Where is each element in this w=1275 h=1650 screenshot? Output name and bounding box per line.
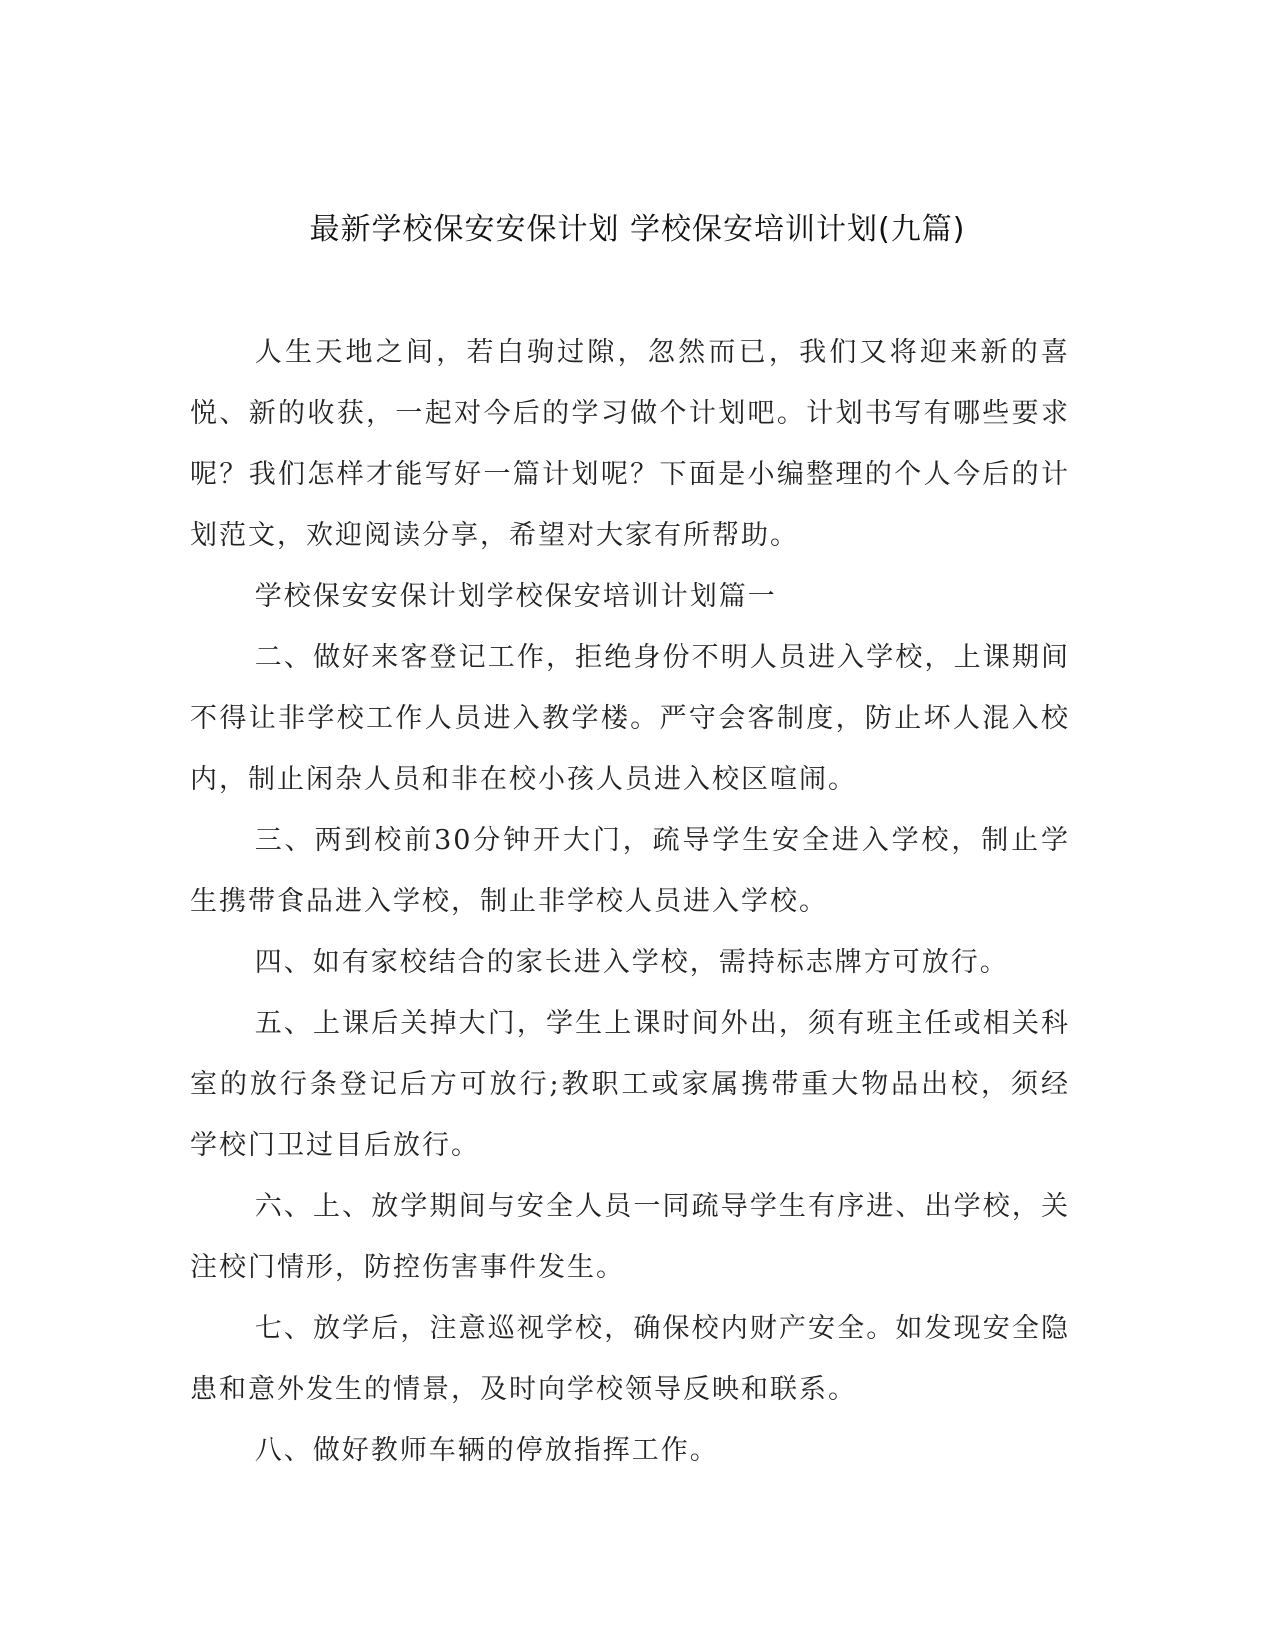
document-title: 最新学校保安安保计划 学校保安培训计划(九篇) [309,212,966,247]
list-item-7: 七、放学后，注意巡视学校，确保校内财产安全。如发现安全隐患和意外发生的情景，及时向学校领导反映和联系。 [190,1313,1070,1405]
list-item-3: 三、两到校前30分钟开大门，疏导学生安全进入学校，制止学生携带食品进入学校，制止非学校人员进入学校。 [190,825,1070,917]
list-item-4: 四、如有家校结合的家长进入学校，需持标志牌方可放行。 [254,947,1009,978]
list-item-8: 八、做好教师车辆的停放指挥工作。 [254,1435,719,1466]
intro-paragraph: 人生天地之间，若白驹过隙，忽然而已，我们又将迎来新的喜悦、新的收获，一起对今后的学习做个计划吧。计划书写有哪些要求呢？我们怎样才能写好一篇计划呢？下面是小编整理的个人今后的计划范文，欢迎阅读分享，希望对大家有所帮助。 [190,337,1070,551]
list-item-2: 二、做好来客登记工作，拒绝身份不明人员进入学校，上课期间不得让非学校工作人员进入教学楼。严守会客制度，防止坏人混入校内，制止闲杂人员和非在校小孩人员进入校区喧闹。 [190,642,1070,795]
document-body [190,322,1070,1481]
list-item-6: 六、上、放学期间与安全人员一同疏导学生有序进、出学校，关注校门情形，防控伤害事件发生。 [190,1191,1070,1283]
section-heading: 学校保安安保计划学校保安培训计划篇一 [254,581,777,612]
list-item-5: 五、上课后关掉大门，学生上课时间外出，须有班主任或相关科室的放行条登记后方可放行;教职工或家属携带重大物品出校，须经学校门卫过目后放行。 [190,1008,1070,1161]
